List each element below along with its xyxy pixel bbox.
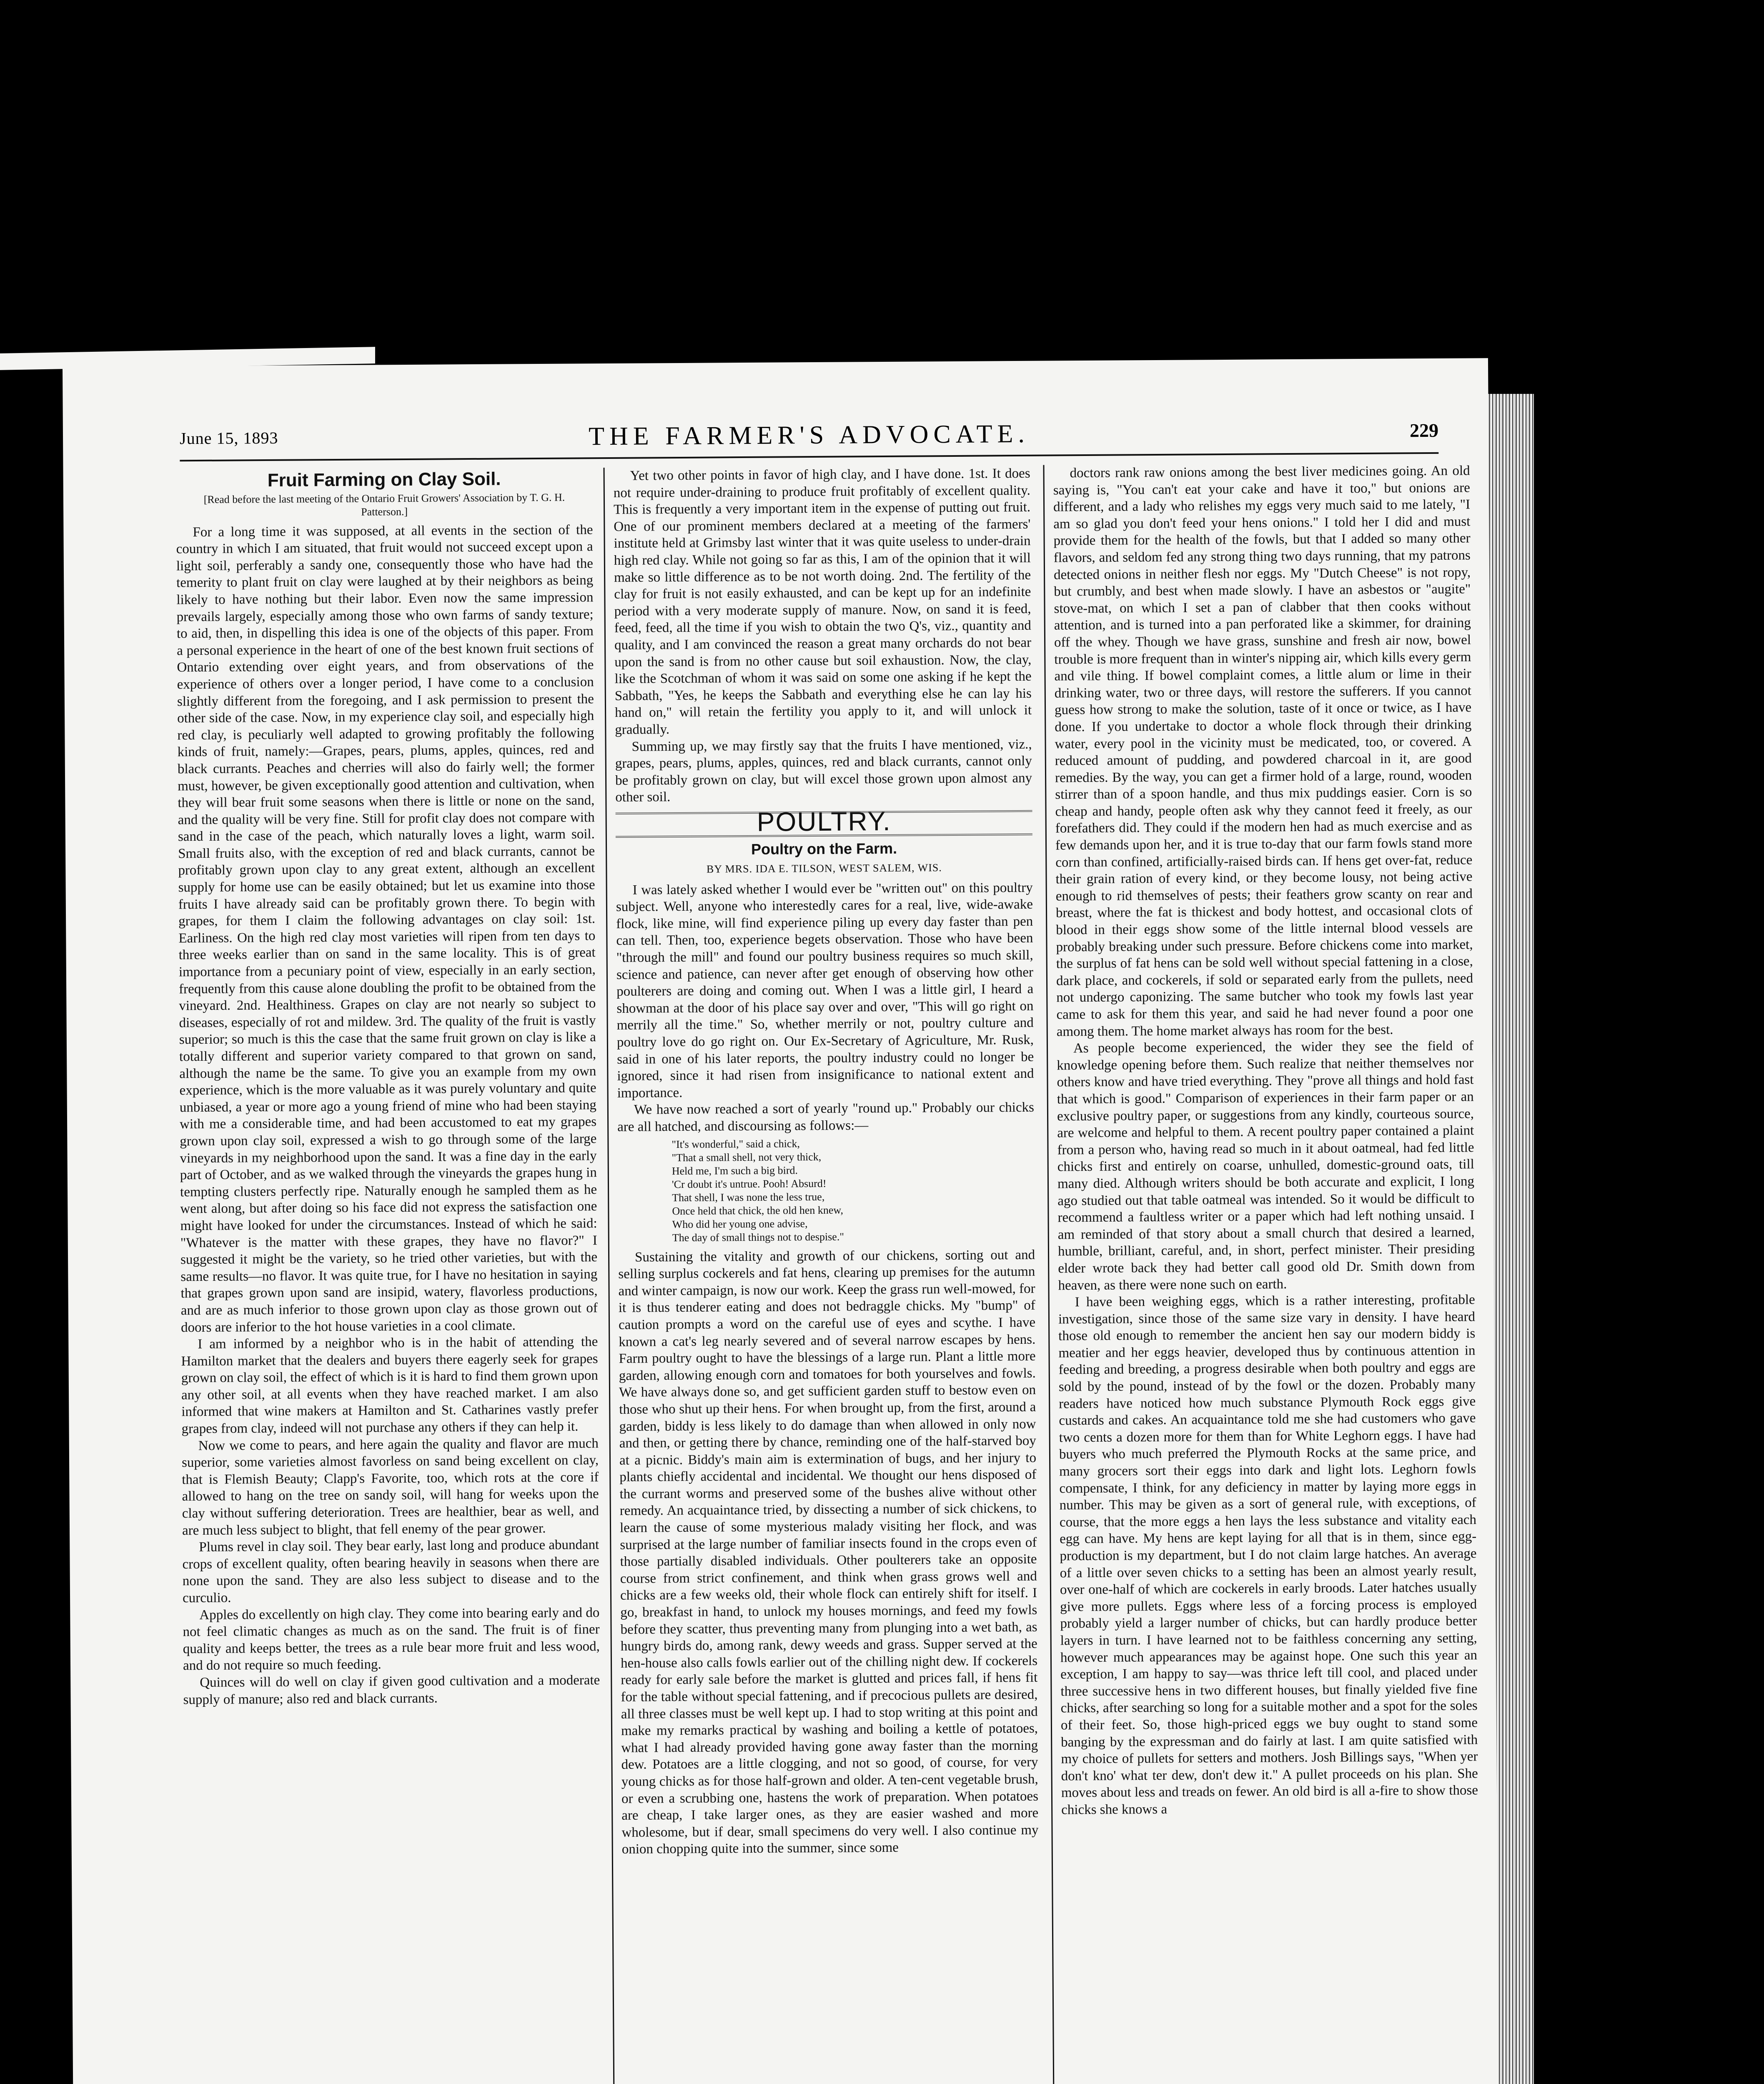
poem (672, 1135, 1035, 1244)
paragraph: Plums revel in clay soil. They bear early, last long and produce abundant crops of excellent quality, often bearing heavily in seasons when there are none upon the sand. They are also less subject to disease and to the curculio. (182, 1537, 599, 1606)
section-title: POULTRY. (757, 806, 891, 837)
poem-line: Held me, I'm such a big bird. (672, 1164, 798, 1177)
paragraph: Quinces will do well on clay if given good cultivation and a moderate supply of manure; also red and black currants. (183, 1673, 600, 1707)
byline: BY MRS. IDA E. TILSON, WEST SALEM, WIS. (706, 862, 942, 875)
newspaper-page (63, 358, 1501, 2084)
issue-date: June 15, 1893 (179, 428, 278, 448)
paragraph: For a long time it was supposed, at all events in the section of the country in which I am situated, that fruit would not succeed except upon a light soil, perferably a sandy one, consequently those who have had the temerity to plant fruit on clay were laughed at by their neighbors as being likely to have nothing but their labor. Even now the same impression prevails largely, especially among those who own farms of sandy texture; to aid, then, in dispelling this idea is one of the objects of this paper. From a personal experience in the heart of one of the best known fruit sections of Ontario extending over eight years, and from observations of the experience of others over a longer period, I have come to a conclusion slightly different from the foregoing, and I ask permission to present the other side of the case. Now, in my experience clay soil, and especially high red clay, is peculiarly well adapted to growing profitably the following kinds of fruit, namely:—Grapes, pears, plums, apples, quinces, red and black currants. Peaches and cherries will also do fairly well; the former must, however, be given exceptionally good attention and cultivation, when they will bear fruit some seasons when there is little or none on the sand, and the quality will be very fine. Still for profit clay does not compare with sand in the case of the peach, which naturally loves a light, warm soil. Small fruits also, with the exception of red and black currants, cannot be profitably grown upon clay to any great extent, although an excellent supply for home use can be easily obtained; but let us examine into those fruits I have already said can be profitably grown there. To begin with grapes, for them I claim the following advantages on clay soil: 1st. Earliness. On the high red clay most varieties will ripen from ten days to three weeks earlier than on sand in the same locality. This is of great importance from a pecuniary point of view, especially in an early section, frequently from this cause alone doubling the profit to be obtained from the vineyard. 2nd. Healthiness. Grapes on clay are not nearly so subject to diseases, especially of rot and mildew. 3rd. The quality of the fruit is vastly superior; so much is this the case that the same fruit grown on clay is like a totally different and superior variety compared to that grown on sand, although the name be the same. To give you an example from my own experience, which is the more valuable as it was purely voluntary and quite unbiased, a year or more ago a young friend of mine who had been staying with me a considerable time, and had been accustomed to eat my grapes grown upon clay soil, expressed a wish to go through some of the large vineyards in my neighborhood upon the sand. It was a fine day in the early part of October, and as we walked through the vineyards the grapes hung in tempting clusters perfectly ripe. Naturally enough he sampled them as he went along, but after doing so his face did not express the satisfaction one might have looked for under the circumstances. Instead of which he said: "Whatever is the matter with these grapes, they have no flavor?" I suggested it might be the variety, so he tried other varieties, but with the same results—no flavor. It was quite true, for I have no hesitation in saying that grapes grown upon sand are insipid, watery, flavorless productions, and are as much inferior to those grown upon clay as those grown out of doors are inferior to the hot house varieties in a cool climate. (176, 522, 598, 1335)
column-1 (176, 468, 600, 1708)
article-note: [Read before the last meeting of the Ontario Fruit Growers' Association by T. G. H. Patterson.] (203, 491, 565, 518)
masthead: THE FARMER'S ADVOCATE. (588, 419, 1030, 451)
article-title: Poultry on the Farm. (751, 840, 897, 858)
article-title: Fruit Farming on Clay Soil. (267, 468, 501, 491)
poem-line: "It's wonderful," said a chick, (672, 1137, 800, 1150)
section-banner (616, 806, 1032, 838)
poem-line: "That a small shell, not very thick, (672, 1150, 822, 1164)
paragraph: Yet two other points in favor of high clay, and I have done. 1st. It does not require under-draining to produce fruit profitably of excellent quality. This is frequently a very important item in the expense of putting out fruit. One of our prominent members declared at a meeting of the farmers' institute held at Grimsby last winter that it was quite useless to under-drain high red clay. While not going so far as this, I am of the opinion that it will make so little difference as to be not worth doing. 2nd. The fertility of the clay for fruit is not easily exhausted, and can be kept up for an indefinite period with a very moderate supply of manure. Now, on sand it is feed, feed, feed, all the time if you wish to obtain the two Q's, viz., quantity and quality, and I am convinced the reason a great many orchards do not bear upon the sand is from no other cause but soil exhaustion. Now, the clay, like the Scotchman of whom it was said on some one asking if he kept the Sabbath, "Yes, he keeps the Sabbath and everything else he can lay his hand on," will retain the fertility you apply to it, and will unlock it gradually. (613, 466, 1032, 737)
poem-line: Once held that chick, the old hen knew, (672, 1204, 844, 1217)
paragraph: I am informed by a neighbor who is in the habit of attending the Hamilton market that the dealers and buyers there eagerly seek for grapes grown on clay soil, the effect of which is it is hard to find them grown upon any other soil, at all events when they have reached market. I am also informed that wine makers at Hamilton and St. Catharines vastly prefer grapes from clay, indeed will not purchase any others if they can help it. (181, 1334, 599, 1437)
poem-line: That shell, I was none the less true, (672, 1190, 825, 1204)
column-3 (1053, 462, 1478, 1818)
paragraph: We have now reached a sort of yearly "round up." Probably our chicks are all hatched, and discoursing as follows:— (617, 1100, 1035, 1135)
paragraph: Summing up, we may firstly say that the fruits I have mentioned, viz., grapes, pears, plums, apples, quinces, red and black currants, cannot only be profitably grown on clay, but will excel those grown upon almost any other soil. (615, 736, 1032, 805)
poem-line: Who did her young one advise, (672, 1217, 808, 1230)
paragraph: doctors rank raw onions among the best liver medicines going. An old saying is, "You can't eat your cake and have it too," but onions are different, and a lady who relishes my eggs very much said to me lately, "I am so glad you don't feed your hens onions." I told her I did and must provide them for the health of the fowls, but that I added so many other flavors, and seldom fed any strong thing two days running, that my patrons detected onions in neither flesh nor eggs. My "Dutch Cheese" is not ropy, but crumbly, and best when made slowly. I have an asbestos or "augite" stove-mat, on which I set a pan of clabber that then cooks without attention, and is turned into a pan perforated like a skimmer, for draining off the whey. Though we have grass, sunshine and fresh air now, bowel trouble is more frequent than in winter's nipping air, which kills every germ and vile thing. If bowel complaint comes, a little alum or lime in their drinking water, two or three days, will restore the sufferers. If you cannot guess how strong to make the solution, taste of it once or twice, as I have done. If you undertake to doctor a whole flock through their drinking water, every pool in the vicinity must be medicated, too, or covered. A reduced amount of pudding, and powdered charcoal in it, are good remedies. By the way, you can get a firmer hold of a large, round, wooden stirrer than of a spoon handle, and thus mix puddings easier. Corn is so cheap and handy, people often ask why they cannot feed it freely, as our forefathers did. They could if the modern hen had as much exercise and as few demands upon her, and it is true to-day that our farm fowls stand more corn than confined, artificially-raised birds can. If hens get over-fat, reduce their grain ration of every kind, or they become lousy, not being active enough to rid themselves of pests; their feathers grow scanty on rear and breast, where the fat is thickest and body hottest, and occasional clots of blood in their eggs show some of the little internal blood vessels are probably breaking under such pressure. Before chickens come into market, the surplus of fat hens can be sold well without special fattening in a close, dark place, and cockerels, if sold or separated early from the pullets, need not undergo caponizing. The same butcher who took my fowls last year came to ask for them this year, and said he had never found a poor one among them. The home market always has room for the best. (1053, 463, 1473, 1039)
poem-line: 'Cr doubt it's untrue. Pooh! Absurd! (672, 1177, 827, 1190)
paragraph: Sustaining the vitality and growth of our chickens, sorting out and selling surplus cockerels and fat hens, clearing up premises for the autumn and winter campaign, is now our work. Keep the grass run well-mowed, for it is thus tenderer eating and does not bedraggle chicks. My "bump" of caution prompts a word on the careful use of eyes and scythe. I have known a cat's leg nearly severed and of several narrow escapes by hens. Farm poultry ought to have the blessings of a large run. Plant a little more garden, allowing enough corn and tomatoes for both yourselves and fowls. We have always done so, and get sufficient garden stuff to bestow even on those who shut up their hens. For when brought up, from the first, around a garden, biddy is less likely to do damage than when allowed in only now and then, or getting there by chance, reminding one of the half-starved boy at a picnic. Biddy's main aim is extermination of bugs, and her injury to plants chiefly accidental and incidental. We thought our hens disposed of the currant worms and preserved some of the bushes alive without other remedy. An acquaintance tried, by dissecting a number of sick chickens, to learn the cause of some mysterious malady visiting her flock, and was surprised at the large number of familiar insects found in the crops even of those partially disabled individuals. Other poulterers take an opposite course from strict confinement, and think when grass grows well and chicks are a few weeks old, their whole flock can entirely shift for itself. I go, breakfast in hand, to unlock my houses mornings, and feed my fowls before they scatter, thus preventing many from plunging into a wet bath, as hungry birds do, among rank, dewy weeds and grass. Supper served at the hen-house also calls fowls earlier out of the chilling night dew. If cockerels ready for early sale before the market is glutted and prices fall, if hens fit for the table without special fattening, and if precocious pullets are desired, all three classes must be well kept up. I had to stop writing at this point and make my remarks practical by washing and boiling a kettle of potatoes, what I had already provided having gone away faster than the morning dew. Potatoes are a little clogging, and not so good, of course, for very young chicks as for those half-grown and older. A ten-cent vegetable brush, or even a scrubbing one, hastens the work of preparation. When potatoes are cheap, I take larger ones, as they are easier washed and more wholesome, but if dear, small specimens do very well. I also continue my onion chopping quite into the summer, since some (618, 1247, 1039, 1857)
column-rule (604, 468, 616, 2084)
paragraph: Apples do excellently on high clay. They come into bearing early and do not feel climatic changes as much as on the sand. The fruit is of finer quality and keeps better, the trees as a rule bear more fruit and less wood, and do not require so much feeding. (183, 1605, 600, 1673)
paragraph: As people become experienced, the wider they see the field of knowledge opening before them. Such realize that neither themselves nor others know and have tried everything. They "prove all things and hold fast that which is good." Comparison of experiences in their farm paper or an exclusive poultry paper, or suggestions from any kindly, courteous source, are welcome and helpful to them. A recent poultry paper contained a plaint from a person who, having read so much in it about oatmeal, had fed little chicks first and entirely on coarse, unhulled, domestic-ground oats, till many died. Although writers should be both accurate and explicit, I long ago studied out that table oatmeal was intended. So it would be difficult to recommend a faultless writer or a paper which had left nothing unsaid. I am reminded of that story about a small church that desired a learned, humble, brilliant, careful, and, in short, perfect minister. Their presiding elder wrote back they had better call good old Dr. Smith down from heaven, as there were none such on earth. (1057, 1038, 1475, 1293)
paragraph: I was lately asked whether I would ever be "written out" on this poultry subject. Well, anyone who interestedly cares for a real, live, wide-awake flock, like mine, will find experience piling up every day faster than pen can tell. Then, too, experience begets observation. Those who have been "through the mill" and found our poultry business requires so much skill, science and patience, can never after get enough of observing how other poulterers are doing and coming out. When I was a little girl, I heard a showman at the door of his place say over and over, "This will go right on merrily all the time." So, whether merrily or not, poultry culture and poultry love do go right on. Our Ex-Secretary of Agriculture, Mr. Rusk, said in one of his later reports, the poultry industry could no longer be ignored, since it had risen from insignificance to national extent and importance. (616, 880, 1034, 1101)
page-header (180, 417, 1438, 458)
column-2 (614, 465, 1039, 1858)
paragraph: Now we come to pears, and here again the quality and flavor are much superior, some varieties almost favorless on sand being excellent on clay, that is Flemish Beauty; Clapp's Favorite, too, which rots at the core if allowed to hang on the tree on sandy soil, will hang for weeks upon the clay without suffering deterioration. Trees are healthier, bear as well, and are much less subject to blight, that fell enemy of the pear grower. (181, 1435, 599, 1538)
poem-line: The day of small things not to despise." (672, 1230, 844, 1244)
paragraph: I have been weighing eggs, which is a rather interesting, profitable investigation, since those of the same size vary in density. I have heard those old enough to remember the ancient hen say our modern biddy is meatier and her eggs heavier, developed thus by continuous attention in feeding and breeding, a progress desirable when both poultry and eggs are sold by the pound, instead of by the fowl or the dozen. Probably many readers have noticed how much substance Plymouth Rock eggs give custards and cakes. An acquaintance told me she had customers who gave two cents a dozen more for them than for White Leghorn eggs. I have had buyers who much preferred the Plymouth Rocks at the same price, and many grocers sort their eggs into dark and light lots. Leghorn fowls compensate, I think, for any deficiency in matter by laying more eggs in number. This may be given as a sort of general rule, with exceptions, of course, that the more eggs a hen lays the less substance and vitality each egg can have. My hens are kept laying for all that is in them, since egg-production is my department, but I do not claim large hatches. An average of a little over seven chicks to a setting has been an almost yearly result, over one-half of which are cockerels in early broods. Later hatches usually give more pullets. Eggs where less of a forcing process is employed probably yield a larger number of chicks, but can hardly produce better layers in turn. I have learned not to be faithless concerning any setting, however much appearances may be against hope. One such this year an exception, I am happy to say—was thrice left till cool, and placed under three successive hens in two different houses, but finally yielded five fine chicks, after searching so long for a suitable mother and a spot for the soles of their feet. So, those high-priced eggs we buy ought to stand some banging by the expressman and do fairly at last. I am quite satisfied with my choice of pullets for setters and mothers. Josh Billings says, "When yer don't kno' what ter dew, don't dew it." A pullet proceeds on his plan. She moves about less and treads on fewer. An old bird is all a-fire to show those chicks she knows a (1058, 1292, 1478, 1818)
column-rule (1043, 465, 1055, 2084)
page-number: 229 (1409, 419, 1439, 441)
